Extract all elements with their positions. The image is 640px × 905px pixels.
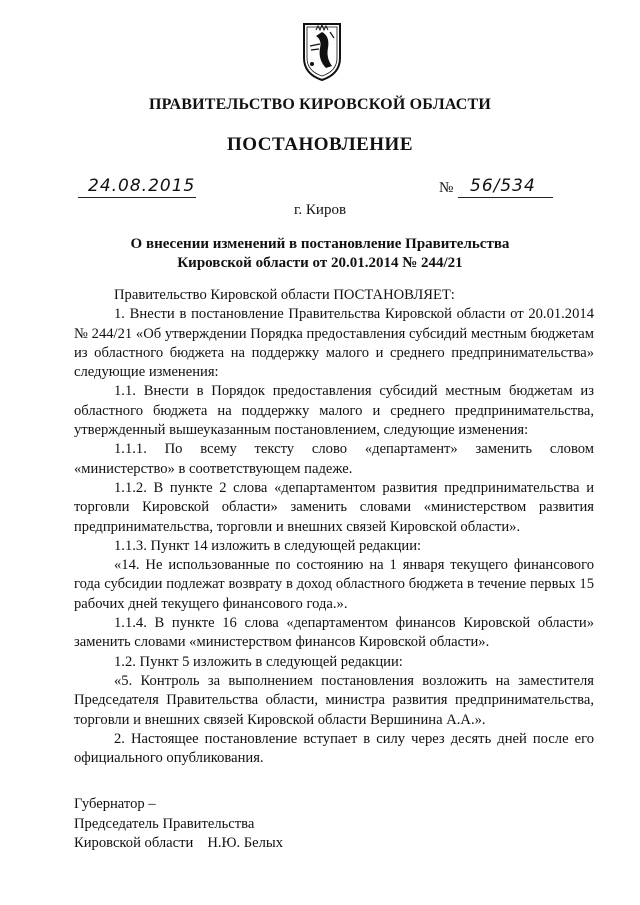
organization-title: ПРАВИТЕЛЬСТВО КИРОВСКОЙ ОБЛАСТИ (148, 96, 492, 113)
body-paragraph: 1.2. Пункт 5 изложить в следующей редакции: (114, 653, 403, 670)
body-paragraph: Правительство Кировской области ПОСТАНОВЛЯЕТ: (114, 287, 455, 303)
number-label: № (439, 180, 454, 196)
date-underline (78, 197, 196, 198)
document-date: 24.08.2015 (88, 176, 196, 196)
body-paragraph: 1.1.1. По всему тексту слово «департамент» заменить словом «министерство» в соответствующем падеже. (74, 441, 594, 477)
signature-title-line: Губернатор – (74, 796, 156, 812)
body-paragraph: 1.1. Внести в Порядок предоставления субсидий местным бюджетам из областного бюджета на поддержку малого и среднего предпринимательства, утвержденный вышеуказанным постановлением, следующие изменения: (74, 383, 594, 439)
body-paragraph: 1. Внести в постановление Правительства Кировской области от 20.01.2014 № 244/21 «Об утверждении Порядка предоставления субсидий местным бюджетам из областного бюджета на поддержку малого и среднего предпринимательства» следующие изменения: (74, 306, 594, 381)
signatory-name: Н.Ю. Белых (207, 835, 284, 851)
city-name: г. Киров (293, 202, 347, 218)
body-paragraph: 1.1.4. В пункте 16 слова «департаментом финансов Кировской области» заменить словами «министерством финансов Кировской области». (74, 615, 594, 651)
body-paragraph: «5. Контроль за выполнением постановления возложить на заместителя Председателя Правительства области, министра развития предпринимательства, торговли и внешних связей Кировской области Вершинина А.А.». (74, 672, 594, 728)
coat-of-arms-icon (300, 18, 344, 82)
signature-region: Кировской области (74, 835, 194, 851)
body-paragraph: 2. Настоящее постановление вступает в силу через десять дней после его официального опубликования. (74, 730, 594, 767)
subject-line: Кировской области от 20.01.2014 № 244/21 (177, 255, 463, 271)
signature-title-line (74, 834, 283, 854)
body-paragraph: 1.1.2. В пункте 2 слова «департаментом развития предпринимательства и торговли Кировской области» заменить словами «министерством развития предпринимательства, торговли и внешних связей Кировской области». (74, 479, 594, 535)
document-body (74, 286, 594, 768)
document-number: 56/534 (470, 176, 536, 196)
body-paragraph: 1.1.3. Пункт 14 изложить в следующей редакции: (114, 537, 422, 554)
subject-line: О внесении изменений в постановление Правительства (130, 236, 510, 252)
number-underline (458, 197, 553, 198)
document-subject (110, 235, 530, 273)
signature-block (74, 795, 283, 854)
document-type-title: ПОСТАНОВЛЕНИЕ (226, 134, 414, 155)
signature-title-line: Председатель Правительства (74, 815, 255, 832)
body-paragraph: «14. Не использованные по состоянию на 1 января текущего финансового года субсидии подлежат возврату в доход областного бюджета в течение первых 15 рабочих дней текущего финансового года.». (74, 557, 594, 612)
